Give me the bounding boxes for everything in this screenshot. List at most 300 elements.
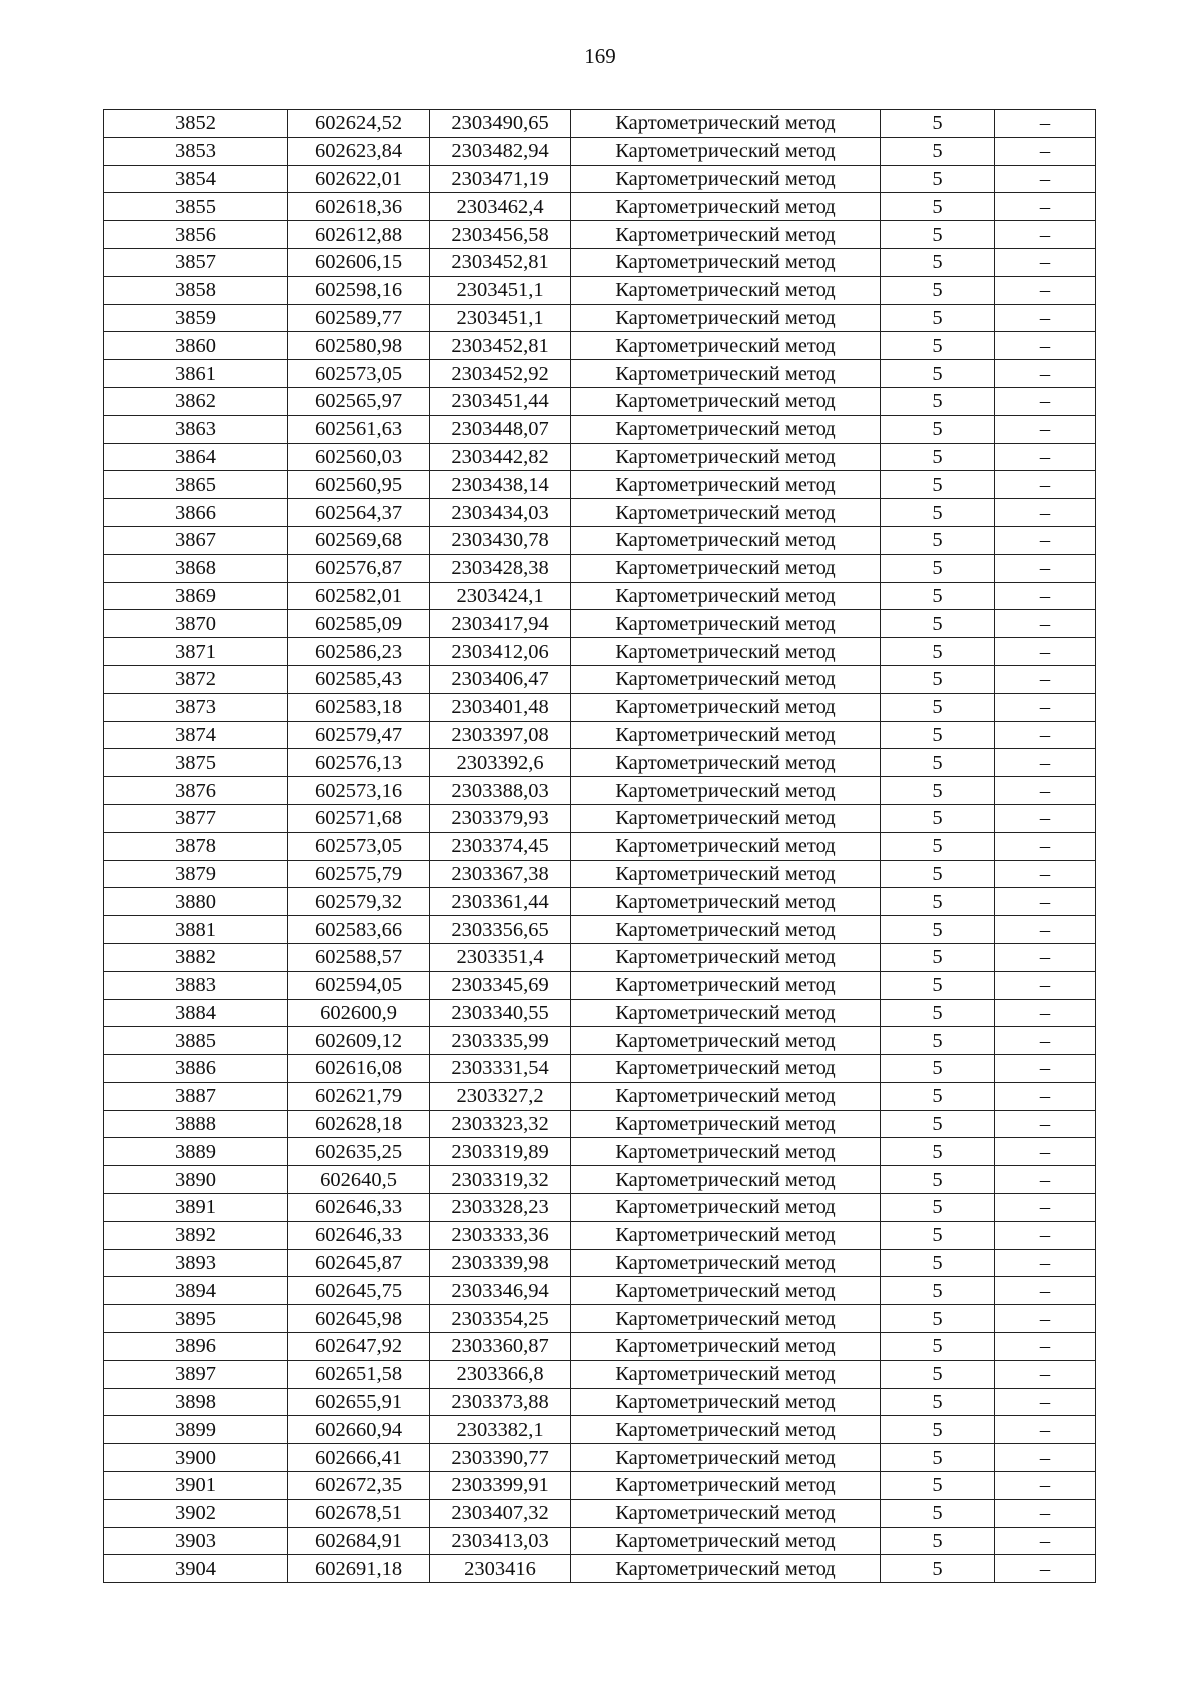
point-number-cell: 3867: [104, 526, 288, 554]
x-coordinate-cell: 602678,51: [288, 1499, 430, 1527]
x-coordinate-cell: 602579,47: [288, 721, 430, 749]
note-cell: –: [995, 693, 1096, 721]
accuracy-cell: 5: [881, 749, 995, 777]
table-row: [104, 193, 1096, 221]
y-coordinate-cell: 2303456,58: [430, 221, 571, 249]
point-number-cell: 3866: [104, 499, 288, 527]
method-cell: Картометрический метод: [571, 610, 881, 638]
y-coordinate-cell: 2303374,45: [430, 832, 571, 860]
y-coordinate-cell: 2303319,32: [430, 1166, 571, 1194]
table-row: [104, 332, 1096, 360]
point-number-cell: 3876: [104, 777, 288, 805]
table-row: [104, 1444, 1096, 1472]
accuracy-cell: 5: [881, 777, 995, 805]
point-number-cell: 3898: [104, 1388, 288, 1416]
x-coordinate-cell: 602691,18: [288, 1555, 430, 1583]
page-number: 169: [584, 44, 616, 68]
point-number-cell: 3864: [104, 443, 288, 471]
note-cell: –: [995, 1305, 1096, 1333]
accuracy-cell: 5: [881, 582, 995, 610]
x-coordinate-cell: 602573,05: [288, 360, 430, 388]
point-number-cell: 3870: [104, 610, 288, 638]
method-cell: Картометрический метод: [571, 665, 881, 693]
y-coordinate-cell: 2303390,77: [430, 1444, 571, 1472]
point-number-cell: 3892: [104, 1221, 288, 1249]
note-cell: –: [995, 610, 1096, 638]
method-cell: Картометрический метод: [571, 1166, 881, 1194]
table-row: [104, 1305, 1096, 1333]
note-cell: –: [995, 1333, 1096, 1361]
accuracy-cell: 5: [881, 665, 995, 693]
note-cell: –: [995, 1499, 1096, 1527]
y-coordinate-cell: 2303388,03: [430, 777, 571, 805]
method-cell: Картометрический метод: [571, 276, 881, 304]
method-cell: Картометрический метод: [571, 582, 881, 610]
x-coordinate-cell: 602623,84: [288, 137, 430, 165]
note-cell: –: [995, 1221, 1096, 1249]
point-number-cell: 3878: [104, 832, 288, 860]
method-cell: Картометрический метод: [571, 332, 881, 360]
method-cell: Картометрический метод: [571, 1555, 881, 1583]
note-cell: –: [995, 193, 1096, 221]
note-cell: –: [995, 1416, 1096, 1444]
point-number-cell: 3880: [104, 888, 288, 916]
note-cell: –: [995, 777, 1096, 805]
x-coordinate-cell: 602684,91: [288, 1527, 430, 1555]
point-number-cell: 3888: [104, 1110, 288, 1138]
accuracy-cell: 5: [881, 721, 995, 749]
note-cell: –: [995, 943, 1096, 971]
point-number-cell: 3899: [104, 1416, 288, 1444]
note-cell: –: [995, 999, 1096, 1027]
method-cell: Картометрический метод: [571, 1194, 881, 1222]
y-coordinate-cell: 2303354,25: [430, 1305, 571, 1333]
accuracy-cell: 5: [881, 499, 995, 527]
table-row: [104, 582, 1096, 610]
method-cell: Картометрический метод: [571, 1416, 881, 1444]
point-number-cell: 3891: [104, 1194, 288, 1222]
table-row: [104, 415, 1096, 443]
accuracy-cell: 5: [881, 276, 995, 304]
x-coordinate-cell: 602646,33: [288, 1221, 430, 1249]
table-row: [104, 1138, 1096, 1166]
x-coordinate-cell: 602583,18: [288, 693, 430, 721]
x-coordinate-cell: 602624,52: [288, 110, 430, 138]
table-row: [104, 1027, 1096, 1055]
table-row: [104, 276, 1096, 304]
accuracy-cell: 5: [881, 860, 995, 888]
x-coordinate-cell: 602583,66: [288, 916, 430, 944]
y-coordinate-cell: 2303490,65: [430, 110, 571, 138]
x-coordinate-cell: 602585,09: [288, 610, 430, 638]
method-cell: Картометрический метод: [571, 360, 881, 388]
y-coordinate-cell: 2303416: [430, 1555, 571, 1583]
accuracy-cell: 5: [881, 1166, 995, 1194]
y-coordinate-cell: 2303361,44: [430, 888, 571, 916]
table-row: [104, 304, 1096, 332]
point-number-cell: 3863: [104, 415, 288, 443]
method-cell: Картометрический метод: [571, 943, 881, 971]
x-coordinate-cell: 602646,33: [288, 1194, 430, 1222]
point-number-cell: 3901: [104, 1472, 288, 1500]
accuracy-cell: 5: [881, 165, 995, 193]
table-row: [104, 1333, 1096, 1361]
point-number-cell: 3904: [104, 1555, 288, 1583]
note-cell: –: [995, 1249, 1096, 1277]
y-coordinate-cell: 2303399,91: [430, 1472, 571, 1500]
accuracy-cell: 5: [881, 1249, 995, 1277]
method-cell: Картометрический метод: [571, 832, 881, 860]
point-number-cell: 3852: [104, 110, 288, 138]
table-row: [104, 1499, 1096, 1527]
table-row: [104, 499, 1096, 527]
point-number-cell: 3857: [104, 248, 288, 276]
table-row: [104, 1221, 1096, 1249]
x-coordinate-cell: 602573,16: [288, 777, 430, 805]
table-row: [104, 1416, 1096, 1444]
x-coordinate-cell: 602655,91: [288, 1388, 430, 1416]
accuracy-cell: 5: [881, 1138, 995, 1166]
accuracy-cell: 5: [881, 999, 995, 1027]
note-cell: –: [995, 888, 1096, 916]
method-cell: Картометрический метод: [571, 1444, 881, 1472]
point-number-cell: 3874: [104, 721, 288, 749]
y-coordinate-cell: 2303452,81: [430, 248, 571, 276]
accuracy-cell: 5: [881, 1055, 995, 1083]
x-coordinate-cell: 602580,98: [288, 332, 430, 360]
method-cell: Картометрический метод: [571, 248, 881, 276]
table-row: [104, 248, 1096, 276]
method-cell: Картометрический метод: [571, 693, 881, 721]
x-coordinate-cell: 602672,35: [288, 1472, 430, 1500]
note-cell: –: [995, 304, 1096, 332]
accuracy-cell: 5: [881, 1110, 995, 1138]
note-cell: –: [995, 165, 1096, 193]
point-number-cell: 3862: [104, 387, 288, 415]
x-coordinate-cell: 602645,98: [288, 1305, 430, 1333]
point-number-cell: 3885: [104, 1027, 288, 1055]
point-number-cell: 3903: [104, 1527, 288, 1555]
point-number-cell: 3900: [104, 1444, 288, 1472]
table-row: [104, 221, 1096, 249]
accuracy-cell: 5: [881, 304, 995, 332]
note-cell: –: [995, 860, 1096, 888]
table-row: [104, 943, 1096, 971]
note-cell: –: [995, 1277, 1096, 1305]
note-cell: –: [995, 1027, 1096, 1055]
table-row: [104, 387, 1096, 415]
accuracy-cell: 5: [881, 332, 995, 360]
point-number-cell: 3887: [104, 1082, 288, 1110]
x-coordinate-cell: 602585,43: [288, 665, 430, 693]
y-coordinate-cell: 2303413,03: [430, 1527, 571, 1555]
note-cell: –: [995, 971, 1096, 999]
point-number-cell: 3853: [104, 137, 288, 165]
note-cell: –: [995, 360, 1096, 388]
method-cell: Картометрический метод: [571, 471, 881, 499]
method-cell: Картометрический метод: [571, 387, 881, 415]
x-coordinate-cell: 602612,88: [288, 221, 430, 249]
method-cell: Картометрический метод: [571, 221, 881, 249]
note-cell: –: [995, 1472, 1096, 1500]
note-cell: –: [995, 1138, 1096, 1166]
y-coordinate-cell: 2303379,93: [430, 804, 571, 832]
y-coordinate-cell: 2303323,32: [430, 1110, 571, 1138]
table-row: [104, 916, 1096, 944]
note-cell: –: [995, 1082, 1096, 1110]
y-coordinate-cell: 2303392,6: [430, 749, 571, 777]
accuracy-cell: 5: [881, 971, 995, 999]
accuracy-cell: 5: [881, 610, 995, 638]
y-coordinate-cell: 2303333,36: [430, 1221, 571, 1249]
x-coordinate-cell: 602576,13: [288, 749, 430, 777]
y-coordinate-cell: 2303331,54: [430, 1055, 571, 1083]
method-cell: Картометрический метод: [571, 304, 881, 332]
table-row: [104, 665, 1096, 693]
note-cell: –: [995, 471, 1096, 499]
x-coordinate-cell: 602606,15: [288, 248, 430, 276]
point-number-cell: 3902: [104, 1499, 288, 1527]
table-row: [104, 1082, 1096, 1110]
y-coordinate-cell: 2303360,87: [430, 1333, 571, 1361]
point-number-cell: 3882: [104, 943, 288, 971]
table-row: [104, 721, 1096, 749]
x-coordinate-cell: 602645,75: [288, 1277, 430, 1305]
x-coordinate-cell: 602598,16: [288, 276, 430, 304]
method-cell: Картометрический метод: [571, 110, 881, 138]
accuracy-cell: 5: [881, 443, 995, 471]
point-number-cell: 3860: [104, 332, 288, 360]
table-row: [104, 554, 1096, 582]
x-coordinate-cell: 602651,58: [288, 1360, 430, 1388]
table-row: [104, 777, 1096, 805]
method-cell: Картометрический метод: [571, 860, 881, 888]
x-coordinate-cell: 602660,94: [288, 1416, 430, 1444]
y-coordinate-cell: 2303356,65: [430, 916, 571, 944]
method-cell: Картометрический метод: [571, 165, 881, 193]
accuracy-cell: 5: [881, 1444, 995, 1472]
method-cell: Картометрический метод: [571, 999, 881, 1027]
y-coordinate-cell: 2303471,19: [430, 165, 571, 193]
x-coordinate-cell: 602576,87: [288, 554, 430, 582]
y-coordinate-cell: 2303482,94: [430, 137, 571, 165]
table-row: [104, 1527, 1096, 1555]
table-row: [104, 443, 1096, 471]
note-cell: –: [995, 137, 1096, 165]
x-coordinate-cell: 602573,05: [288, 832, 430, 860]
accuracy-cell: 5: [881, 360, 995, 388]
y-coordinate-cell: 2303367,38: [430, 860, 571, 888]
accuracy-cell: 5: [881, 1360, 995, 1388]
y-coordinate-cell: 2303448,07: [430, 415, 571, 443]
y-coordinate-cell: 2303335,99: [430, 1027, 571, 1055]
note-cell: –: [995, 638, 1096, 666]
method-cell: Картометрический метод: [571, 1249, 881, 1277]
table-row: [104, 1277, 1096, 1305]
method-cell: Картометрический метод: [571, 888, 881, 916]
table-row: [104, 888, 1096, 916]
y-coordinate-cell: 2303430,78: [430, 526, 571, 554]
y-coordinate-cell: 2303434,03: [430, 499, 571, 527]
y-coordinate-cell: 2303382,1: [430, 1416, 571, 1444]
accuracy-cell: 5: [881, 1472, 995, 1500]
accuracy-cell: 5: [881, 1305, 995, 1333]
note-cell: –: [995, 1555, 1096, 1583]
x-coordinate-cell: 602569,68: [288, 526, 430, 554]
note-cell: –: [995, 749, 1096, 777]
point-number-cell: 3895: [104, 1305, 288, 1333]
y-coordinate-cell: 2303319,89: [430, 1138, 571, 1166]
method-cell: Картометрический метод: [571, 1277, 881, 1305]
accuracy-cell: 5: [881, 1027, 995, 1055]
table-row: [104, 1055, 1096, 1083]
x-coordinate-cell: 602579,32: [288, 888, 430, 916]
y-coordinate-cell: 2303339,98: [430, 1249, 571, 1277]
note-cell: –: [995, 1055, 1096, 1083]
x-coordinate-cell: 602564,37: [288, 499, 430, 527]
point-number-cell: 3879: [104, 860, 288, 888]
point-number-cell: 3893: [104, 1249, 288, 1277]
table-row: [104, 526, 1096, 554]
note-cell: –: [995, 721, 1096, 749]
y-coordinate-cell: 2303340,55: [430, 999, 571, 1027]
method-cell: Картометрический метод: [571, 1055, 881, 1083]
y-coordinate-cell: 2303442,82: [430, 443, 571, 471]
point-number-cell: 3897: [104, 1360, 288, 1388]
note-cell: –: [995, 415, 1096, 443]
x-coordinate-cell: 602586,23: [288, 638, 430, 666]
table-row: [104, 1555, 1096, 1583]
y-coordinate-cell: 2303452,81: [430, 332, 571, 360]
point-number-cell: 3872: [104, 665, 288, 693]
x-coordinate-cell: 602600,9: [288, 999, 430, 1027]
x-coordinate-cell: 602561,63: [288, 415, 430, 443]
y-coordinate-cell: 2303417,94: [430, 610, 571, 638]
y-coordinate-cell: 2303366,8: [430, 1360, 571, 1388]
note-cell: –: [995, 804, 1096, 832]
x-coordinate-cell: 602588,57: [288, 943, 430, 971]
point-number-cell: 3865: [104, 471, 288, 499]
note-cell: –: [995, 1110, 1096, 1138]
method-cell: Картометрический метод: [571, 415, 881, 443]
note-cell: –: [995, 582, 1096, 610]
method-cell: Картометрический метод: [571, 1499, 881, 1527]
table-row: [104, 1110, 1096, 1138]
method-cell: Картометрический метод: [571, 1305, 881, 1333]
y-coordinate-cell: 2303407,32: [430, 1499, 571, 1527]
note-cell: –: [995, 443, 1096, 471]
method-cell: Картометрический метод: [571, 1221, 881, 1249]
method-cell: Картометрический метод: [571, 749, 881, 777]
accuracy-cell: 5: [881, 554, 995, 582]
note-cell: –: [995, 110, 1096, 138]
method-cell: Картометрический метод: [571, 1138, 881, 1166]
point-number-cell: 3889: [104, 1138, 288, 1166]
table-row: [104, 1360, 1096, 1388]
method-cell: Картометрический метод: [571, 777, 881, 805]
note-cell: –: [995, 276, 1096, 304]
y-coordinate-cell: 2303428,38: [430, 554, 571, 582]
x-coordinate-cell: 602589,77: [288, 304, 430, 332]
accuracy-cell: 5: [881, 471, 995, 499]
point-number-cell: 3855: [104, 193, 288, 221]
y-coordinate-cell: 2303346,94: [430, 1277, 571, 1305]
x-coordinate-cell: 602575,79: [288, 860, 430, 888]
point-number-cell: 3883: [104, 971, 288, 999]
method-cell: Картометрический метод: [571, 1027, 881, 1055]
accuracy-cell: 5: [881, 1082, 995, 1110]
accuracy-cell: 5: [881, 943, 995, 971]
method-cell: Картометрический метод: [571, 1333, 881, 1361]
method-cell: Картометрический метод: [571, 1472, 881, 1500]
y-coordinate-cell: 2303451,1: [430, 276, 571, 304]
point-number-cell: 3886: [104, 1055, 288, 1083]
method-cell: Картометрический метод: [571, 971, 881, 999]
y-coordinate-cell: 2303462,4: [430, 193, 571, 221]
method-cell: Картометрический метод: [571, 1388, 881, 1416]
point-number-cell: 3881: [104, 916, 288, 944]
point-number-cell: 3858: [104, 276, 288, 304]
y-coordinate-cell: 2303412,06: [430, 638, 571, 666]
x-coordinate-cell: 602560,03: [288, 443, 430, 471]
y-coordinate-cell: 2303397,08: [430, 721, 571, 749]
accuracy-cell: 5: [881, 1333, 995, 1361]
note-cell: –: [995, 332, 1096, 360]
table-row: [104, 860, 1096, 888]
accuracy-cell: 5: [881, 693, 995, 721]
point-number-cell: 3884: [104, 999, 288, 1027]
accuracy-cell: 5: [881, 110, 995, 138]
y-coordinate-cell: 2303452,92: [430, 360, 571, 388]
table-row: [104, 832, 1096, 860]
accuracy-cell: 5: [881, 526, 995, 554]
accuracy-cell: 5: [881, 248, 995, 276]
accuracy-cell: 5: [881, 193, 995, 221]
table-row: [104, 749, 1096, 777]
table-row: [104, 360, 1096, 388]
x-coordinate-cell: 602628,18: [288, 1110, 430, 1138]
table-row: [104, 610, 1096, 638]
point-number-cell: 3894: [104, 1277, 288, 1305]
y-coordinate-cell: 2303401,48: [430, 693, 571, 721]
accuracy-cell: 5: [881, 1555, 995, 1583]
method-cell: Картометрический метод: [571, 526, 881, 554]
table-row: [104, 1249, 1096, 1277]
note-cell: –: [995, 1194, 1096, 1222]
point-number-cell: 3875: [104, 749, 288, 777]
accuracy-cell: 5: [881, 1194, 995, 1222]
accuracy-cell: 5: [881, 1388, 995, 1416]
x-coordinate-cell: 602616,08: [288, 1055, 430, 1083]
note-cell: –: [995, 832, 1096, 860]
point-number-cell: 3868: [104, 554, 288, 582]
note-cell: –: [995, 1388, 1096, 1416]
accuracy-cell: 5: [881, 137, 995, 165]
note-cell: –: [995, 248, 1096, 276]
table-row: [104, 971, 1096, 999]
accuracy-cell: 5: [881, 387, 995, 415]
note-cell: –: [995, 1444, 1096, 1472]
note-cell: –: [995, 554, 1096, 582]
method-cell: Картометрический метод: [571, 804, 881, 832]
table-row: [104, 693, 1096, 721]
note-cell: –: [995, 387, 1096, 415]
x-coordinate-cell: 602635,25: [288, 1138, 430, 1166]
note-cell: –: [995, 1360, 1096, 1388]
y-coordinate-cell: 2303451,44: [430, 387, 571, 415]
method-cell: Картометрический метод: [571, 443, 881, 471]
x-coordinate-cell: 602645,87: [288, 1249, 430, 1277]
